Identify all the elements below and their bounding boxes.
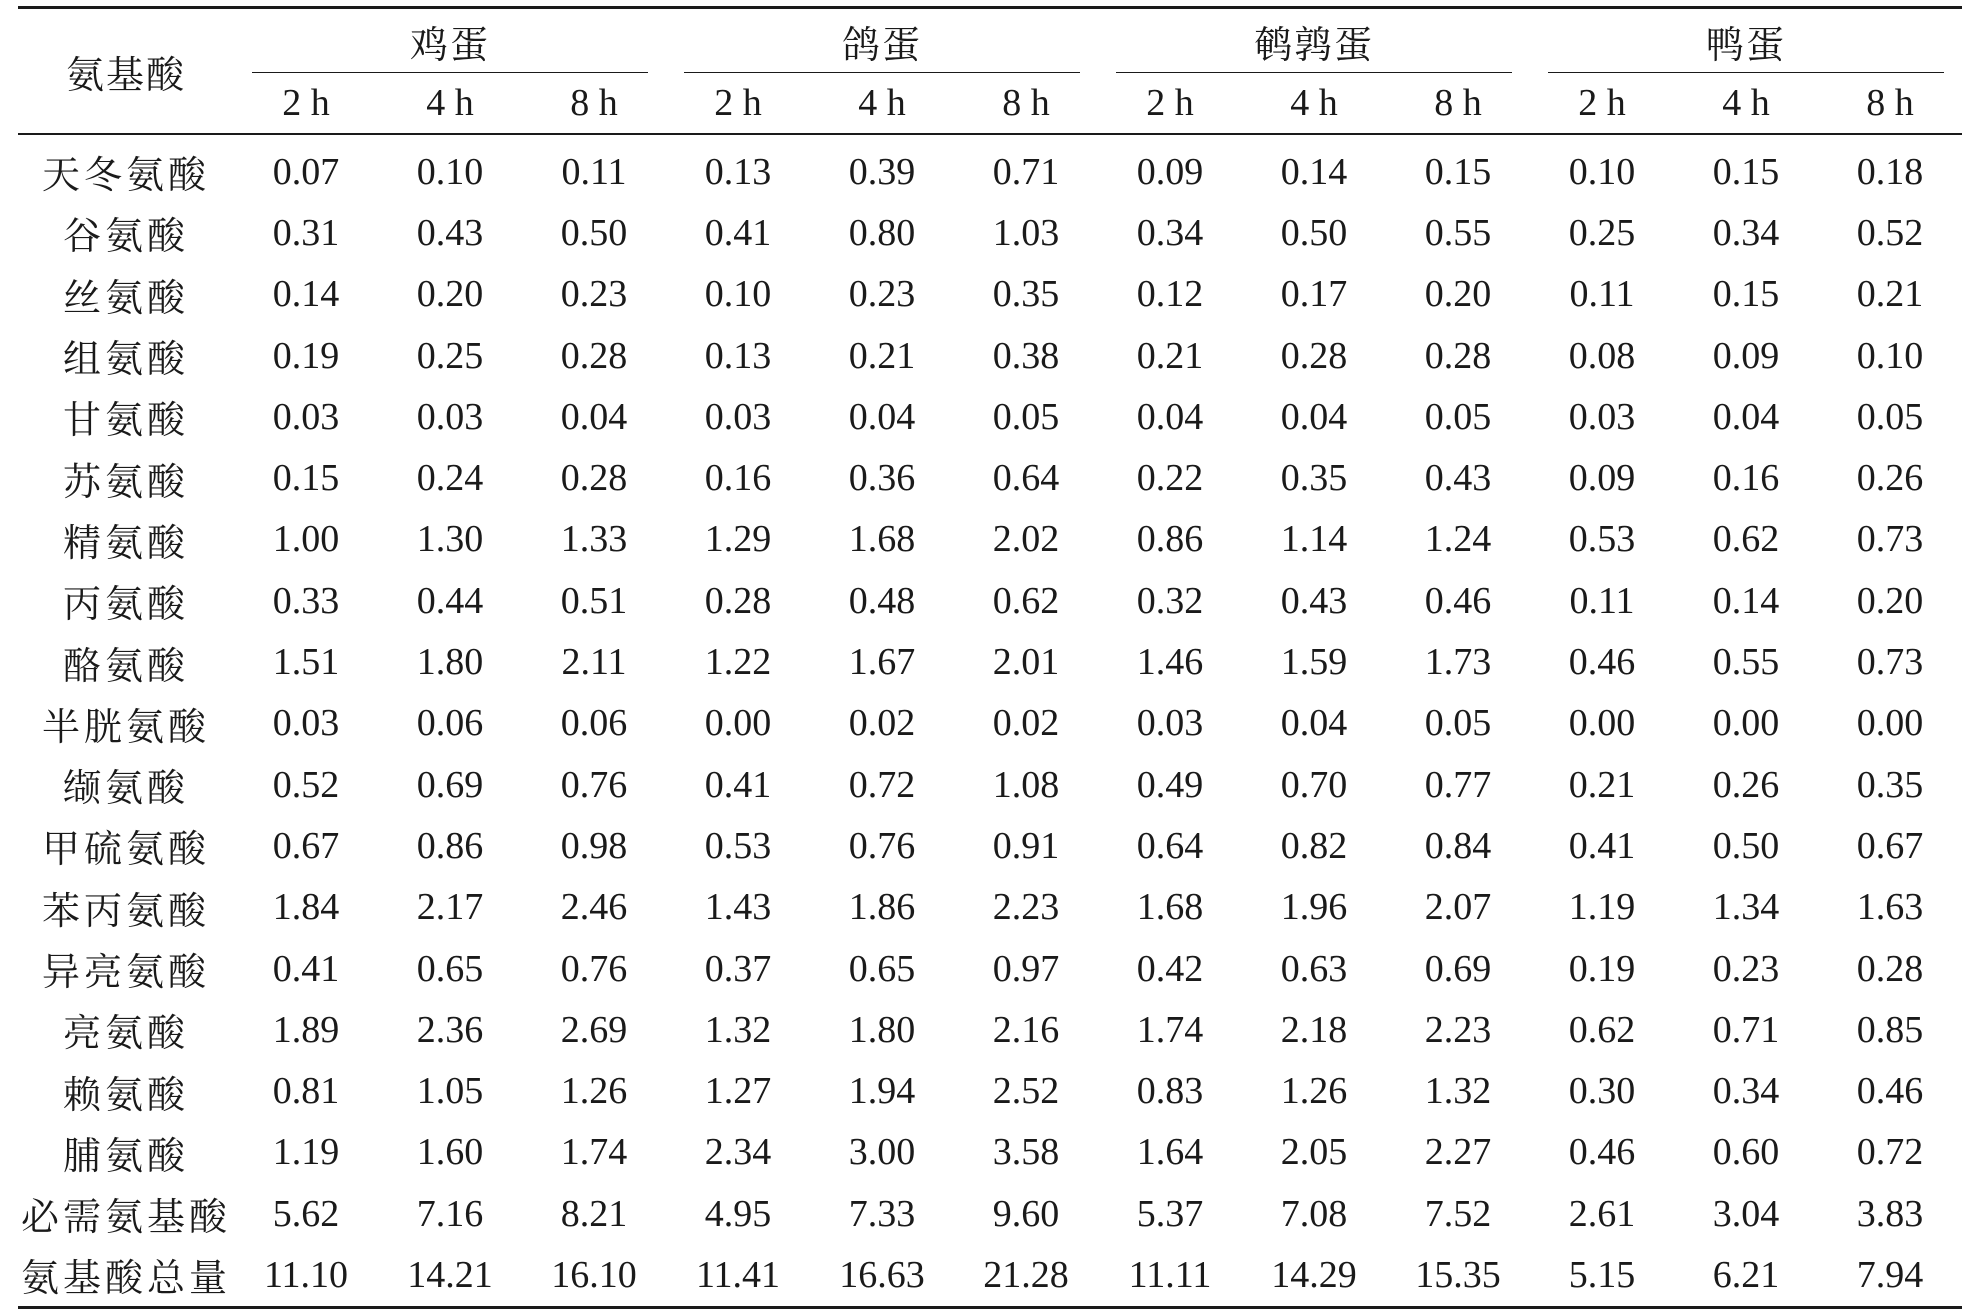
value-cell: 1.19	[272, 1131, 340, 1174]
value-cell: 3.00	[848, 1131, 916, 1174]
time-header: 4 h	[810, 73, 954, 134]
value-cell: 0.15	[1424, 150, 1492, 193]
value-cell: 0.08	[1568, 334, 1636, 377]
value-cell: 0.34	[1136, 211, 1204, 254]
value-cell: 0.81	[272, 1070, 340, 1113]
value-cell: 0.34	[1712, 211, 1780, 254]
value-cell: 0.14	[272, 273, 340, 316]
value-cell: 2.11	[561, 641, 627, 684]
value-cell: 1.05	[416, 1070, 484, 1113]
row-label: 苯丙氨酸	[41, 890, 210, 933]
value-cell: 0.65	[416, 947, 484, 990]
value-cell: 0.41	[1568, 824, 1636, 867]
value-cell: 0.02	[992, 702, 1060, 745]
row-label: 异亮氨酸	[41, 952, 210, 994]
value-cell: 0.00	[1568, 702, 1636, 745]
value-cell: 0.71	[992, 150, 1060, 193]
value-cell: 0.26	[1856, 457, 1924, 500]
value-cell: 0.24	[416, 457, 484, 500]
row-label: 甲硫氨酸	[41, 829, 210, 872]
value-cell: 0.13	[704, 334, 772, 377]
value-cell: 0.09	[1136, 150, 1204, 193]
row-label: 亮氨酸	[62, 1013, 189, 1056]
value-cell: 0.30	[1568, 1070, 1636, 1113]
table-body	[18, 134, 1962, 1307]
value-cell: 1.74	[560, 1131, 628, 1174]
value-cell: 0.84	[1424, 824, 1492, 867]
value-cell: 0.04	[1280, 395, 1348, 438]
value-cell: 5.37	[1136, 1192, 1204, 1235]
value-cell: 0.23	[1712, 947, 1780, 990]
value-cell: 0.19	[272, 334, 340, 377]
value-cell: 0.76	[560, 763, 628, 806]
group-header-duck-egg	[1530, 8, 1962, 74]
value-cell: 6.21	[1674, 1244, 1818, 1307]
value-cell: 0.04	[848, 395, 916, 438]
value-cell: 1.68	[1136, 886, 1204, 929]
value-cell: 0.70	[1280, 763, 1348, 806]
table-row	[18, 999, 1962, 1060]
table-row	[18, 815, 1962, 876]
value-cell: 1.59	[1280, 641, 1348, 684]
value-cell: 0.98	[560, 824, 628, 867]
value-cell: 0.39	[848, 150, 916, 193]
value-cell: 0.03	[416, 395, 484, 438]
value-cell: 4.95	[704, 1192, 772, 1235]
value-cell: 11.11	[1098, 1244, 1242, 1307]
value-cell: 1.80	[416, 641, 484, 684]
table-row	[18, 202, 1962, 263]
group-underline	[684, 72, 1080, 73]
value-cell: 0.02	[848, 702, 916, 745]
value-cell: 2.69	[560, 1008, 628, 1051]
value-cell: 0.60	[1712, 1131, 1780, 1174]
value-cell: 0.46	[1568, 641, 1636, 684]
value-cell: 0.21	[1568, 763, 1636, 806]
value-cell: 0.77	[1424, 763, 1492, 806]
value-cell: 1.63	[1856, 886, 1924, 929]
value-cell: 0.10	[1568, 150, 1636, 193]
value-cell: 0.69	[416, 763, 484, 806]
value-cell: 1.73	[1424, 641, 1492, 684]
value-cell: 0.52	[1856, 211, 1924, 254]
value-cell: 0.28	[560, 334, 628, 377]
value-cell: 0.50	[1280, 211, 1348, 254]
value-cell: 1.26	[560, 1070, 628, 1113]
table-row	[18, 938, 1962, 999]
row-label: 天冬氨酸	[41, 155, 210, 198]
value-cell: 0.18	[1856, 150, 1924, 193]
time-header: 8 h	[954, 73, 1098, 134]
value-cell: 1.46	[1136, 641, 1204, 684]
group-underline	[1116, 72, 1512, 73]
value-cell: 7.94	[1818, 1244, 1962, 1307]
value-cell: 2.07	[1424, 886, 1492, 929]
value-cell: 0.13	[704, 150, 772, 193]
value-cell: 1.32	[1424, 1070, 1492, 1113]
value-cell: 0.86	[1136, 518, 1204, 561]
group-label: 鸽蛋	[841, 24, 922, 67]
value-cell: 0.09	[1712, 334, 1780, 377]
value-cell: 0.62	[1712, 518, 1780, 561]
table-row	[18, 447, 1962, 508]
row-label: 脯氨酸	[62, 1135, 189, 1178]
value-cell: 0.10	[704, 273, 772, 316]
value-cell: 0.11	[1569, 579, 1635, 622]
value-cell: 0.50	[1712, 824, 1780, 867]
value-cell: 0.23	[560, 273, 628, 316]
value-cell: 0.07	[272, 150, 340, 193]
value-cell: 1.67	[848, 641, 916, 684]
time-header: 2 h	[234, 73, 378, 134]
value-cell: 0.49	[1136, 763, 1204, 806]
value-cell: 0.50	[560, 211, 628, 254]
value-cell: 5.15	[1530, 1244, 1674, 1307]
value-cell: 2.18	[1280, 1008, 1348, 1051]
value-cell: 0.17	[1280, 273, 1348, 316]
value-cell: 5.62	[272, 1192, 340, 1235]
value-cell: 0.25	[416, 334, 484, 377]
value-cell: 0.06	[416, 702, 484, 745]
value-cell: 11.10	[234, 1244, 378, 1307]
value-cell: 0.67	[1856, 824, 1924, 867]
value-cell: 0.09	[1568, 457, 1636, 500]
value-cell: 0.10	[1856, 334, 1924, 377]
time-header: 2 h	[1098, 73, 1242, 134]
value-cell: 7.52	[1424, 1192, 1492, 1235]
row-label: 丝氨酸	[62, 277, 189, 320]
value-cell: 0.72	[848, 763, 916, 806]
value-cell: 0.20	[1856, 579, 1924, 622]
value-cell: 0.22	[1136, 457, 1204, 500]
value-cell: 1.26	[1280, 1070, 1348, 1113]
value-cell: 3.83	[1856, 1192, 1924, 1235]
value-cell: 2.23	[1424, 1008, 1492, 1051]
value-cell: 1.68	[848, 518, 916, 561]
group-underline	[1548, 72, 1944, 73]
value-cell: 1.29	[704, 518, 772, 561]
value-cell: 0.04	[1712, 395, 1780, 438]
value-cell: 0.00	[1712, 702, 1780, 745]
table-row	[18, 1244, 1962, 1307]
value-cell: 1.96	[1280, 886, 1348, 929]
time-header-row	[18, 73, 1962, 134]
value-cell: 0.46	[1424, 579, 1492, 622]
value-cell: 0.28	[1424, 334, 1492, 377]
value-cell: 0.41	[272, 947, 340, 990]
group-header-pigeon-egg	[666, 8, 1098, 74]
value-cell: 0.64	[1136, 824, 1204, 867]
value-cell: 0.14	[1280, 150, 1348, 193]
value-cell: 0.10	[416, 150, 484, 193]
table-row	[18, 693, 1962, 754]
value-cell: 0.46	[1568, 1131, 1636, 1174]
table-row	[18, 570, 1962, 631]
group-label: 鸭蛋	[1706, 24, 1787, 67]
value-cell: 0.03	[1136, 702, 1204, 745]
value-cell: 0.52	[272, 763, 340, 806]
value-cell: 0.00	[1856, 702, 1924, 745]
value-cell: 2.46	[560, 886, 628, 929]
row-label: 组氨酸	[62, 339, 189, 382]
value-cell: 1.86	[848, 886, 916, 929]
value-cell: 0.28	[1280, 334, 1348, 377]
row-label: 丙氨酸	[62, 584, 189, 627]
value-cell: 14.29	[1242, 1244, 1386, 1307]
time-header: 2 h	[1530, 73, 1674, 134]
value-cell: 1.34	[1712, 886, 1780, 929]
value-cell: 1.80	[848, 1008, 916, 1051]
row-label: 精氨酸	[62, 522, 189, 565]
value-cell: 8.21	[560, 1192, 628, 1235]
value-cell: 3.04	[1712, 1192, 1780, 1235]
value-cell: 0.25	[1568, 211, 1636, 254]
value-cell: 1.64	[1136, 1131, 1204, 1174]
value-cell: 2.27	[1424, 1131, 1492, 1174]
corner-header: 氨基酸	[18, 8, 234, 135]
value-cell: 1.14	[1280, 518, 1348, 561]
value-cell: 0.91	[992, 824, 1060, 867]
table-row	[18, 877, 1962, 938]
value-cell: 0.04	[1136, 395, 1204, 438]
value-cell: 0.20	[416, 273, 484, 316]
value-cell: 7.08	[1280, 1192, 1348, 1235]
table-row	[18, 754, 1962, 815]
row-label: 苏氨酸	[62, 461, 189, 504]
value-cell: 2.17	[416, 886, 484, 929]
value-cell: 1.30	[416, 518, 484, 561]
table-row	[18, 1122, 1962, 1183]
value-cell: 0.16	[1712, 457, 1780, 500]
value-cell: 1.27	[704, 1070, 772, 1113]
value-cell: 1.60	[416, 1131, 484, 1174]
value-cell: 1.84	[272, 886, 340, 929]
value-cell: 0.53	[1568, 518, 1636, 561]
value-cell: 1.89	[272, 1008, 340, 1051]
value-cell: 2.02	[992, 518, 1060, 561]
group-label: 鹌鹑蛋	[1254, 24, 1375, 67]
value-cell: 0.06	[560, 702, 628, 745]
value-cell: 0.05	[1424, 702, 1492, 745]
time-header: 8 h	[1818, 73, 1962, 134]
row-label: 甘氨酸	[62, 400, 189, 443]
group-header-row	[18, 8, 1962, 74]
value-cell: 0.19	[1568, 947, 1636, 990]
value-cell: 0.31	[272, 211, 340, 254]
table-row	[18, 1183, 1962, 1244]
table-row	[18, 1060, 1962, 1121]
value-cell: 0.69	[1424, 947, 1492, 990]
value-cell: 0.63	[1280, 947, 1348, 990]
value-cell: 0.32	[1136, 579, 1204, 622]
value-cell: 0.04	[560, 395, 628, 438]
value-cell: 0.48	[848, 579, 916, 622]
value-cell: 0.03	[1568, 395, 1636, 438]
value-cell: 0.80	[848, 211, 916, 254]
value-cell: 0.34	[1712, 1070, 1780, 1113]
time-header: 8 h	[1386, 73, 1530, 134]
value-cell: 0.14	[1712, 579, 1780, 622]
time-header: 2 h	[666, 73, 810, 134]
table-row	[18, 386, 1962, 447]
value-cell: 0.35	[992, 273, 1060, 316]
value-cell: 21.28	[954, 1244, 1098, 1307]
table-header	[18, 8, 1962, 135]
time-header: 4 h	[1242, 73, 1386, 134]
value-cell: 11.41	[666, 1244, 810, 1307]
row-label: 半胱氨酸	[41, 706, 210, 749]
row-label: 赖氨酸	[62, 1074, 189, 1117]
value-cell: 0.37	[704, 947, 772, 990]
row-label: 谷氨酸	[62, 216, 189, 259]
row-label: 氨基酸总量	[18, 1244, 234, 1307]
value-cell: 1.51	[272, 641, 340, 684]
value-cell: 0.76	[560, 947, 628, 990]
value-cell: 0.03	[272, 395, 340, 438]
value-cell: 0.71	[1712, 1008, 1780, 1051]
value-cell: 0.42	[1136, 947, 1204, 990]
value-cell: 0.82	[1280, 824, 1348, 867]
value-cell: 0.97	[992, 947, 1060, 990]
value-cell: 0.12	[1136, 273, 1204, 316]
value-cell: 0.62	[1568, 1008, 1636, 1051]
value-cell: 0.43	[416, 211, 484, 254]
value-cell: 2.23	[992, 886, 1060, 929]
value-cell: 2.52	[992, 1070, 1060, 1113]
value-cell: 0.46	[1856, 1070, 1924, 1113]
value-cell: 2.36	[416, 1008, 484, 1051]
value-cell: 1.19	[1568, 886, 1636, 929]
value-cell: 0.85	[1856, 1008, 1924, 1051]
value-cell: 0.55	[1424, 211, 1492, 254]
table-row	[18, 631, 1962, 692]
value-cell: 16.63	[810, 1244, 954, 1307]
value-cell: 1.94	[848, 1070, 916, 1113]
value-cell: 0.73	[1856, 641, 1924, 684]
value-cell: 0.53	[704, 824, 772, 867]
value-cell: 0.43	[1280, 579, 1348, 622]
value-cell: 0.05	[992, 395, 1060, 438]
value-cell: 0.64	[992, 457, 1060, 500]
value-cell: 2.61	[1568, 1192, 1636, 1235]
table-row	[18, 325, 1962, 386]
group-underline	[252, 72, 648, 73]
value-cell: 1.00	[272, 518, 340, 561]
value-cell: 0.28	[560, 457, 628, 500]
value-cell: 0.43	[1424, 457, 1492, 500]
value-cell: 1.03	[992, 211, 1060, 254]
value-cell: 14.21	[378, 1244, 522, 1307]
value-cell: 1.22	[704, 641, 772, 684]
value-cell: 0.20	[1424, 273, 1492, 316]
value-cell: 0.21	[848, 334, 916, 377]
value-cell: 3.58	[992, 1131, 1060, 1174]
value-cell: 7.33	[848, 1192, 916, 1235]
row-label: 缬氨酸	[62, 768, 189, 811]
value-cell: 0.15	[1712, 273, 1780, 316]
time-header: 4 h	[1674, 73, 1818, 134]
value-cell: 0.73	[1856, 518, 1924, 561]
value-cell: 0.15	[272, 457, 340, 500]
value-cell: 1.43	[704, 886, 772, 929]
value-cell: 0.21	[1136, 334, 1204, 377]
value-cell: 7.16	[416, 1192, 484, 1235]
value-cell: 0.23	[848, 273, 916, 316]
value-cell: 0.62	[992, 579, 1060, 622]
table-row	[18, 264, 1962, 325]
value-cell: 1.33	[560, 518, 628, 561]
value-cell: 15.35	[1386, 1244, 1530, 1307]
value-cell: 0.03	[704, 395, 772, 438]
value-cell: 0.55	[1712, 641, 1780, 684]
value-cell: 0.72	[1856, 1131, 1924, 1174]
table-row	[18, 509, 1962, 570]
value-cell: 0.05	[1424, 395, 1492, 438]
time-header: 8 h	[522, 73, 666, 134]
value-cell: 1.74	[1136, 1008, 1204, 1051]
value-cell: 0.21	[1856, 273, 1924, 316]
value-cell: 0.03	[272, 702, 340, 745]
value-cell: 0.05	[1856, 395, 1924, 438]
value-cell: 0.38	[992, 334, 1060, 377]
value-cell: 9.60	[992, 1192, 1060, 1235]
value-cell: 0.16	[704, 457, 772, 500]
value-cell: 0.65	[848, 947, 916, 990]
value-cell: 2.16	[992, 1008, 1060, 1051]
value-cell: 0.26	[1712, 763, 1780, 806]
value-cell: 0.35	[1856, 763, 1924, 806]
value-cell: 0.36	[848, 457, 916, 500]
value-cell: 0.11	[561, 150, 627, 193]
value-cell: 0.44	[416, 579, 484, 622]
row-label: 酪氨酸	[62, 645, 189, 688]
value-cell: 0.15	[1712, 150, 1780, 193]
value-cell: 16.10	[522, 1244, 666, 1307]
value-cell: 2.01	[992, 641, 1060, 684]
value-cell: 0.83	[1136, 1070, 1204, 1113]
amino-acid-table	[18, 6, 1962, 1309]
value-cell: 2.34	[704, 1131, 772, 1174]
value-cell: 1.24	[1424, 518, 1492, 561]
value-cell: 0.41	[704, 211, 772, 254]
group-header-quail-egg	[1098, 8, 1530, 74]
value-cell: 0.00	[704, 702, 772, 745]
value-cell: 1.32	[704, 1008, 772, 1051]
value-cell: 0.33	[272, 579, 340, 622]
value-cell: 0.35	[1280, 457, 1348, 500]
value-cell: 0.86	[416, 824, 484, 867]
time-header: 4 h	[378, 73, 522, 134]
value-cell: 0.04	[1280, 702, 1348, 745]
table-row	[18, 134, 1962, 202]
value-cell: 2.05	[1280, 1131, 1348, 1174]
group-label: 鸡蛋	[409, 24, 490, 67]
value-cell: 0.76	[848, 824, 916, 867]
row-label: 必需氨基酸	[20, 1197, 231, 1240]
value-cell: 0.41	[704, 763, 772, 806]
value-cell: 0.28	[1856, 947, 1924, 990]
group-header-chicken-egg	[234, 8, 666, 74]
value-cell: 0.67	[272, 824, 340, 867]
value-cell: 1.08	[992, 763, 1060, 806]
value-cell: 0.28	[704, 579, 772, 622]
value-cell: 0.51	[560, 579, 628, 622]
value-cell: 0.11	[1569, 273, 1635, 316]
